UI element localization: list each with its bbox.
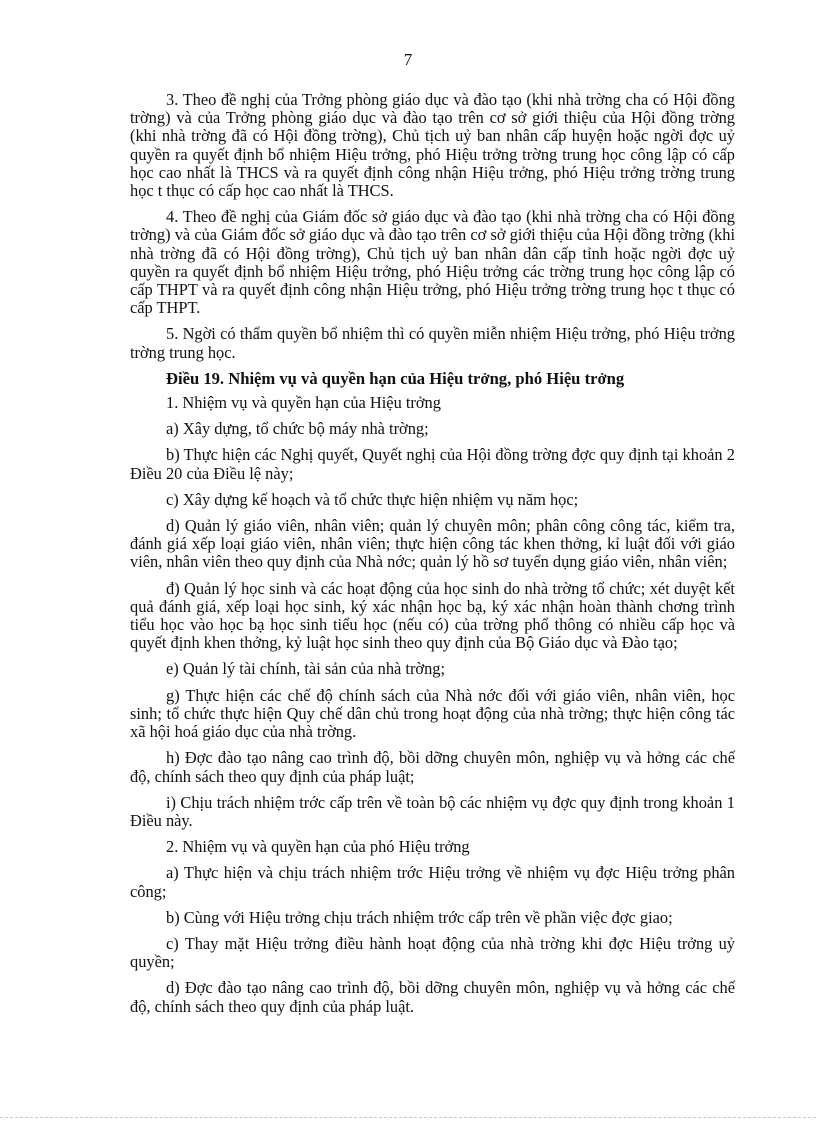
section2-title: 2. Nhiệm vụ và quyền hạn của phó Hiệu trởng [166, 837, 470, 857]
section2-item-b: b) Cùng với Hiệu trởng chịu trách nhiệm trớc cấp trên về phần việc đợc giao; [166, 907, 673, 927]
section1-item-e: e) Quản lý tài chính, tài sản của nhà trờng; [166, 659, 446, 679]
section2-item-a: a) Thực hiện và chịu trách nhiệm trớc Hiệu trởng về nhiệm vụ đợc Hiệu trởng phân công; [130, 863, 735, 901]
section2-item-d: d) Đợc đào tạo nâng cao trình độ, bồi dỡng chuyên môn, nghiệp vụ và hởng các chế độ, chính sách theo quy định của pháp luật. [130, 978, 735, 1016]
article18-clause-4: 4. Theo đề nghị của Giám đốc sở giáo dục và đào tạo (khi nhà trờng cha có Hội đồng trờng) và của Giám đốc sở giáo dục và đào tạo trên cơ sở giới thiệu của Hội đồng trờng (khi nhà trờng đã có Hội đồng trờng), Chủ tịch uỷ ban nhân dân cấp tỉnh hoặc ngời đợc uỷ quyền ra quyết định bổ nhiệm Hiệu trởng, phó Hiệu trởng các trờng trung học công lập có cấp THPT và ra quyết định công nhận Hiệu trởng, phó Hiệu trởng trờng trung học t thục có cấp THPT. [130, 207, 735, 318]
article18-clause-3: 3. Theo đề nghị của Trởng phòng giáo dục và đào tạo (khi nhà trờng cha có Hội đồng trờng) và của Trởng phòng giáo dục và đào tạo trên cơ sở giới thiệu của Hội đồng trờng (khi nhà trờng đã có Hội đồng trờng), Chủ tịch uỷ ban nhân cấp huyện hoặc ngời đợc uỷ quyền ra quyết định bổ nhiệm Hiệu trởng, phó Hiệu trởng trờng trung học công lập có cấp học cao nhất là THCS và ra quyết định công nhận Hiệu trởng, phó Hiệu trởng trờng trung học t thục có cấp học cao nhất là THCS. [130, 90, 735, 201]
section1-item-h: h) Đợc đào tạo nâng cao trình độ, bồi dỡng chuyên môn, nghiệp vụ và hởng các chế độ, chính sách theo quy định của pháp luật; [130, 748, 735, 786]
section1-item-d: d) Quản lý giáo viên, nhân viên; quản lý chuyên môn; phân công công tác, kiểm tra, đánh giá xếp loại giáo viên, nhân viên; thực hiện công tác khen thởng, kỉ luật đối với giáo viên, nhân viên theo quy định của Nhà nớc; quản lý hồ sơ tuyển dụng giáo viên, nhân viên; [130, 516, 735, 572]
section1-item-b: b) Thực hiện các Nghị quyết, Quyết nghị của Hội đồng trờng đợc quy định tại khoản 2 Điều 20 của Điều lệ này; [130, 445, 735, 483]
section1-title: 1. Nhiệm vụ và quyền hạn của Hiệu trởng [166, 393, 441, 413]
section1-item-c: c) Xây dựng kế hoạch và tổ chức thực hiện nhiệm vụ năm học; [166, 489, 579, 509]
article18-clause-5: 5. Ngời có thẩm quyền bổ nhiệm thì có quyền miễn nhiệm Hiệu trởng, phó Hiệu trởng trờng trung học. [130, 324, 735, 362]
section1-item-a: a) Xây dựng, tổ chức bộ máy nhà trờng; [166, 419, 429, 439]
document-body [130, 91, 735, 1024]
section2-item-c: c) Thay mặt Hiệu trởng điều hành hoạt động của nhà trờng khi đợc Hiệu trởng uỷ quyền; [130, 933, 735, 972]
section1-item-i: i) Chịu trách nhiệm trớc cấp trên về toàn bộ các nhiệm vụ đợc quy định trong khoản 1 Điều này. [130, 792, 735, 830]
section1-item-g: g) Thực hiện các chế độ chính sách của Nhà nớc đối với giáo viên, nhân viên, học sinh; tổ chức thực hiện Quy chế dân chủ trong hoạt động của nhà trờng; thực hiện công tác xã hội hoá giáo dục của nhà trờng. [130, 685, 735, 742]
article19-heading: Điều 19. Nhiệm vụ và quyền hạn của Hiệu trởng, phó Hiệu trởng [166, 368, 625, 388]
page-number: 7 [403, 50, 413, 69]
page-bottom-divider [0, 1117, 816, 1118]
section1-item-dd: đ) Quản lý học sinh và các hoạt động của học sinh do nhà trờng tổ chức; xét duyệt kết quả đánh giá, xếp loại học sinh, ký xác nhận học bạ, ký xác nhận hoàn thành chơng trình tiểu học vào học bạ học sinh tiểu học (nếu có) của trờng phổ thông có nhiều cấp học và quyết định khen thởng, kỷ luật học sinh theo quy định của Bộ Giáo dục và Đào tạo; [130, 578, 735, 653]
